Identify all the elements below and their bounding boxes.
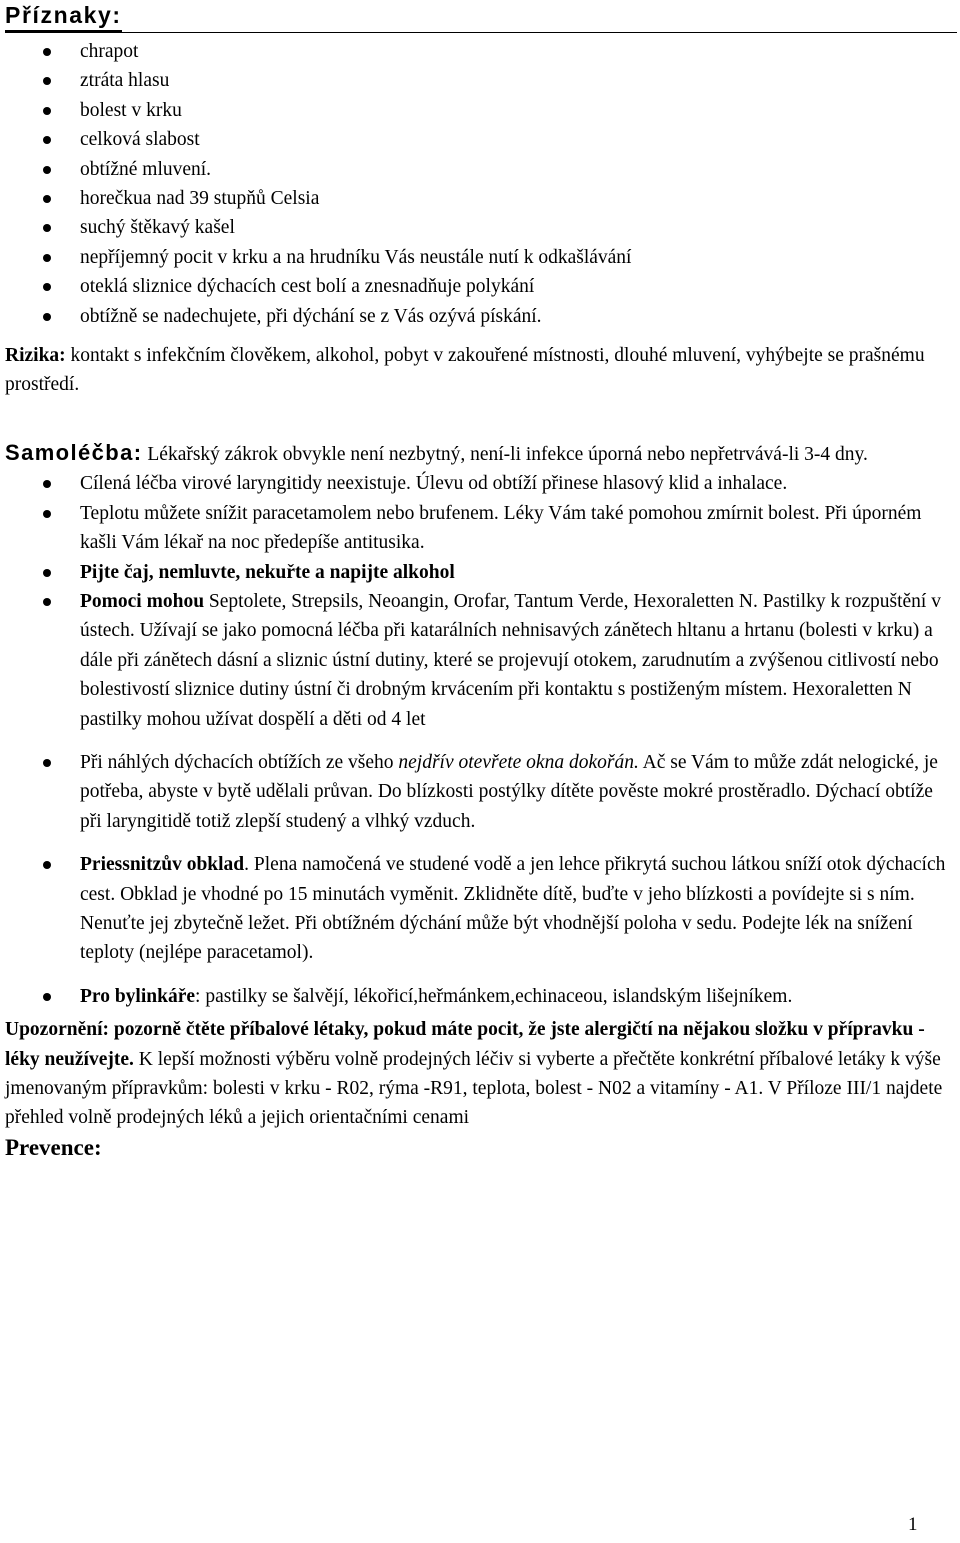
list-item: Priessnitzův obklad. Plena namočená ve studené vodě a jen lehce přikrytá suchou látkou sníží otok dýchacích cest. Obklad je vhodné po 15 minutách vyměnit. Zklidněte dítě, buďte v jeho blízkosti a povídejte si s ním. Nenuťte jej zbytečně ležet. Při obtížném dýchání může být vhodnější poloha v sedu. Podejte lék na snížení teploty (nejlépe paracetamol).	[5, 850, 957, 968]
prevence-heading: Prevence:	[5, 1134, 102, 1160]
list-item: oteklá sliznice dýchacích cest bolí a znesnadňuje polykání	[5, 272, 957, 301]
bullet-icon	[43, 861, 51, 869]
samolecba-paragraph	[5, 438, 957, 469]
list-item: Při náhlých dýchacích obtížích ze všeho nejdřív otevřete okna dokořán. Ač se Vám to může zdát nelogické, je potřeba, abyste v bytě udělali průvan. Do blízkosti postýlky dítěte pověste mokré prostěradlo. Dýchací obtíže při laryngitidě totiž zlepší studený a vlhký vzduch.	[5, 748, 957, 836]
list-item: Teplotu můžete snížit paracetamolem nebo brufenem. Léky Vám také pomohou zmírnit bolest. Při úporném kašli Vám lékař na noc předepíše antitusika.	[5, 499, 957, 558]
bullet-icon	[43, 224, 51, 232]
list-item: Pomoci mohou Septolete, Strepsils, Neoangin, Orofar, Tantum Verde, Hexoraletten N. Pastilky k rozpuštění v ústech. Užívají se jako pomocná léčba při katarálních nehnisavých zánětech hltanu a hrtanu (bolesti v krku) a dále při zánětech dásní a sliznic ústní dutiny, které se projevují otokem, zarudnutím a zvýšenou citlivostí nebo bolestivostí sliznice dutiny ústní či drobným krvácením při kontaktu s postiženým místem. Hexoraletten N pastilky mohou užívat dospělí a děti od 4 let	[5, 587, 957, 734]
upozorneni-paragraph	[5, 1015, 957, 1133]
list-item: horečkua nad 39 stupňů Celsia	[5, 184, 957, 213]
samolecba-text: Lékařský zákrok obvykle není nezbytný, není-li infekce úporná nebo nepřetrvává-li 3-4 dny.	[142, 443, 868, 465]
samolecba-list	[5, 469, 957, 734]
rizika-text: kontakt s infekčním člověkem, alkohol, pobyt v zakouřené místnosti, dlouhé mluvení, vyhýbejte se prašnému prostředí.	[5, 345, 925, 396]
document	[5, 0, 957, 1163]
list-item: ztráta hlasu	[5, 66, 957, 95]
bullet-icon	[43, 510, 51, 518]
bullet-icon	[43, 48, 51, 56]
rizika-paragraph	[5, 341, 957, 400]
samolecba-list-2	[5, 748, 957, 836]
list-item: chrapot	[5, 37, 957, 66]
bullet-icon	[43, 254, 51, 262]
bullet-icon	[43, 569, 51, 577]
samolecba-list-3	[5, 850, 957, 968]
upozorneni-bold: Upozornění: pozorně čtěte příbalové létaky, pokud máte pocit, že jste alergičtí na nějakou složku v přípravku - léky neužívejte.	[5, 1019, 925, 1070]
list-item: bolest v krku	[5, 96, 957, 125]
list-item: Pijte čaj, nemluvte, nekuřte a napijte alkohol	[5, 558, 957, 587]
symptoms-heading-text: Příznaky:	[5, 0, 122, 32]
bullet-icon	[43, 136, 51, 144]
bullet-icon	[43, 107, 51, 115]
list-item: suchý štěkavý kašel	[5, 213, 957, 242]
bullet-icon	[43, 480, 51, 488]
bullet-icon	[43, 759, 51, 767]
bullet-icon	[43, 283, 51, 291]
symptoms-heading	[5, 0, 957, 37]
list-item: Pro bylinkáře: pastilky se šalvějí, lékořicí,heřmánkem,echinaceou, islandským lišejníkem.	[5, 982, 957, 1011]
list-item: Cílená léčba virové laryngitidy neexistuje. Úlevu od obtíží přinese hlasový klid a inhalace.	[5, 469, 957, 498]
bullet-icon	[43, 313, 51, 321]
rizika-label: Rizika:	[5, 345, 66, 367]
bullet-icon	[43, 166, 51, 174]
upozorneni-text: K lepší možnosti výběru volně prodejných léčiv si vyberte a přečtěte konkrétní příbalové letáky k výše jmenovaným přípravkům: bolesti v krku - R02, rýma -R91, teplota, bolest - N02 a vitamíny - A1. V Příloze III/1 najdete přehled volně prodejných léků a jejich orientačními cenami	[5, 1048, 943, 1129]
samolecba-title: Samoléčba:	[5, 439, 143, 465]
bullet-icon	[43, 993, 51, 1001]
page-number: 1	[908, 1514, 918, 1535]
bullet-icon	[43, 77, 51, 85]
heading-rule	[5, 32, 957, 33]
symptoms-list	[5, 37, 957, 331]
bullet-icon	[43, 598, 51, 606]
samolecba-list-4	[5, 982, 957, 1011]
list-item: obtížné mluvení.	[5, 155, 957, 184]
list-item: obtížně se nadechujete, při dýchání se z Vás ozývá pískání.	[5, 302, 957, 331]
bullet-icon	[43, 195, 51, 203]
list-item: nepříjemný pocit v krku a na hrudníku Vás neustále nutí k odkašlávání	[5, 243, 957, 272]
list-item: celková slabost	[5, 125, 957, 154]
